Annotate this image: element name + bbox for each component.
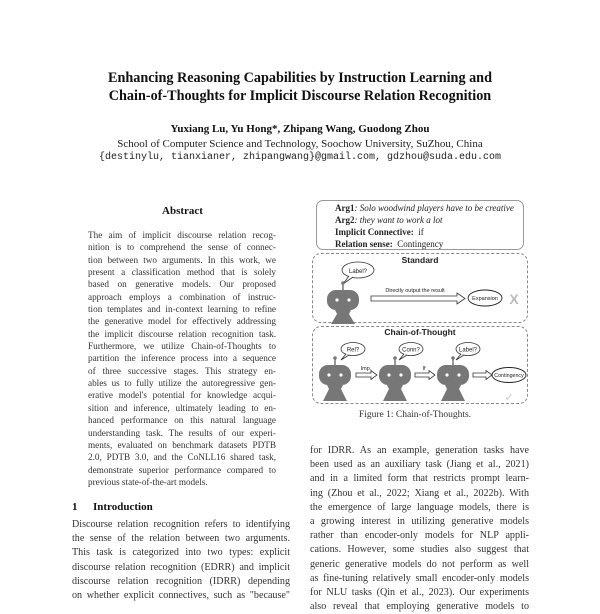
- abstract-line: sition and inference, ultimately leading to en-: [88, 402, 276, 413]
- standard-title: Standard: [401, 255, 439, 265]
- svg-text:If: If: [422, 366, 426, 372]
- body-line: been used as an auxiliary task (Jiang et al., 2021): [310, 459, 529, 471]
- abstract-line: ments, evaluated on benchmark datasets PDTB: [88, 439, 276, 450]
- robot-icon: [437, 356, 469, 401]
- svg-text:Rel?: Rel?: [346, 347, 360, 354]
- abstract-line: tion between two arguments. In this work, we: [88, 254, 276, 265]
- arg1-text: : Solo woodwind players have to be creative: [354, 203, 514, 213]
- emails: {destinylu, tianxianer, zhipangwang}@gmail.com, gdzhou@suda.edu.com: [98, 152, 502, 163]
- check-icon: ✓: [504, 392, 514, 404]
- section-title: Introduction: [93, 501, 153, 513]
- body-line: and in a limited form that restricts prompt learn-: [310, 473, 529, 485]
- body-line: generic generative models do not perform as well: [310, 558, 529, 570]
- svg-text:Contingency: Contingency: [494, 373, 524, 379]
- abstract-line: approach employs a combination of instruc-: [88, 291, 276, 302]
- arg2-text: : they want to work a lot: [354, 215, 443, 225]
- abstract-line: present a classification method that is solely: [88, 267, 276, 278]
- abstract-line: partition the inference process into a sequence: [88, 353, 276, 364]
- robot-icon: [379, 356, 411, 401]
- body-line: rather than encoder-only models for NLP appli-: [310, 530, 529, 542]
- arrow-icon: [473, 371, 492, 380]
- abstract-line: the implicit discourse relation recognition task.: [88, 328, 276, 339]
- sense-value: Contingency: [397, 239, 444, 249]
- abstract-body: [88, 229, 276, 488]
- paper-title: [0, 69, 600, 105]
- svg-text:Directly output the result: Directly output the result: [385, 288, 445, 294]
- abstract-line: Furthermore, we utilize Chain-of-Thoughts to: [88, 341, 276, 352]
- abstract-line: nition is to comprehend the sense of connec-: [88, 242, 276, 253]
- intro-line: discourse relation recognition (IDRR) depending: [72, 575, 290, 587]
- intro-line: the sense of the relation between two arguments.: [72, 533, 290, 545]
- abstract-line: of three successive stages. This strategy en-: [88, 365, 276, 376]
- section-heading-introduction: [72, 501, 153, 513]
- standard-panel: [312, 253, 528, 323]
- svg-text:Imp.: Imp.: [360, 366, 372, 372]
- svg-text:Expansion: Expansion: [472, 296, 498, 302]
- abstract-line: the generative model for effectively addressing: [88, 316, 276, 327]
- body-line: cations. However, some studies also suggest that: [310, 544, 529, 556]
- abstract-line: based on generative models. Our proposed: [88, 279, 276, 290]
- section-number: 1: [72, 501, 78, 513]
- svg-text:Conn?: Conn?: [402, 347, 420, 354]
- body-line: the emergence of large language models, there is: [310, 501, 529, 513]
- body-line: for NLU tasks (Qin et al., 2023). Our experiments: [310, 587, 529, 599]
- svg-text:Label?: Label?: [458, 347, 478, 354]
- connective-value: if: [418, 227, 424, 237]
- figure-1: [310, 200, 530, 410]
- cot-title: Chain-of-Thought: [384, 327, 456, 337]
- cot-diagram: [313, 327, 529, 405]
- right-column-body: [310, 444, 529, 614]
- example-info-box: [316, 200, 524, 250]
- intro-line: discourse relation recognition (EDRR) and implicit: [72, 561, 290, 573]
- abstract-line: tion templates and in-context learning to refine: [88, 304, 276, 315]
- cross-icon: X: [509, 291, 519, 307]
- abstract-line: erative model's potential for knowledge acqui-: [88, 390, 276, 401]
- body-line: a growing interest in utilizing generative models: [310, 516, 529, 528]
- thought-bubble-icon: [399, 343, 423, 361]
- abstract-line: 2.0, PDTB 3.0, and the CoNLL16 shared task,: [88, 452, 276, 463]
- thought-bubble-icon: [342, 262, 374, 284]
- body-line: as fine-tuning relatively small encoder-only models: [310, 572, 529, 584]
- arrow-icon: [371, 288, 465, 304]
- sense-label: Relation sense:: [335, 239, 393, 249]
- abstract-line: demonstrate superior performance compared to: [88, 464, 276, 475]
- authors: Yuxiang Lu, Yu Hong*, Zhipang Wang, Guodong Zhou: [170, 123, 430, 135]
- title-line-2: Chain-of-Thoughts for Implicit Discourse Relation Recognition: [108, 88, 492, 104]
- arg2-label: Arg2: [335, 215, 355, 225]
- title-line-1: Enhancing Reasoning Capabilities by Instruction Learning and: [108, 70, 492, 86]
- thought-bubble-icon: [456, 343, 480, 361]
- intro-line: This task is categorized into two types: explicit: [72, 547, 290, 559]
- intro-line: on whether explicit connectives, such as "because": [72, 590, 290, 602]
- intro-line: Discourse relation recognition refers to identifying: [72, 519, 290, 530]
- robot-icon: [327, 281, 359, 324]
- figure-caption: Figure 1: Chain-of-Thoughts.: [358, 410, 472, 420]
- standard-diagram: [313, 254, 529, 324]
- abstract-line: hanced performance on this natural language: [88, 415, 276, 426]
- svg-text:Label?: Label?: [348, 269, 368, 275]
- body-line: for IDRR. As an example, generation tasks have: [310, 445, 529, 456]
- affiliation: School of Computer Science and Technology, Soochow University, SuZhou, China: [117, 138, 483, 150]
- abstract-line: understanding task. The results of our experi-: [88, 427, 276, 438]
- thought-bubble-icon: [341, 343, 365, 361]
- abstract-heading: Abstract: [162, 205, 203, 217]
- abstract-line: The aim of implicit discourse relation recog-: [88, 230, 276, 240]
- chain-of-thought-panel: [312, 326, 528, 404]
- abstract-line: ables us to fully utilize the autoregressive gen-: [88, 378, 276, 389]
- abstract-line: previous state-of-the-art models.: [88, 476, 208, 487]
- robot-icon: [319, 356, 351, 401]
- body-line: ing (Zhou et al., 2022; Xiang et al., 2022b). With: [310, 487, 529, 499]
- arg1-label: Arg1: [335, 203, 355, 213]
- body-line: also reveal that employing generative models to: [310, 601, 529, 613]
- connective-label: Implicit Connective:: [335, 227, 414, 237]
- introduction-body: [72, 518, 290, 603]
